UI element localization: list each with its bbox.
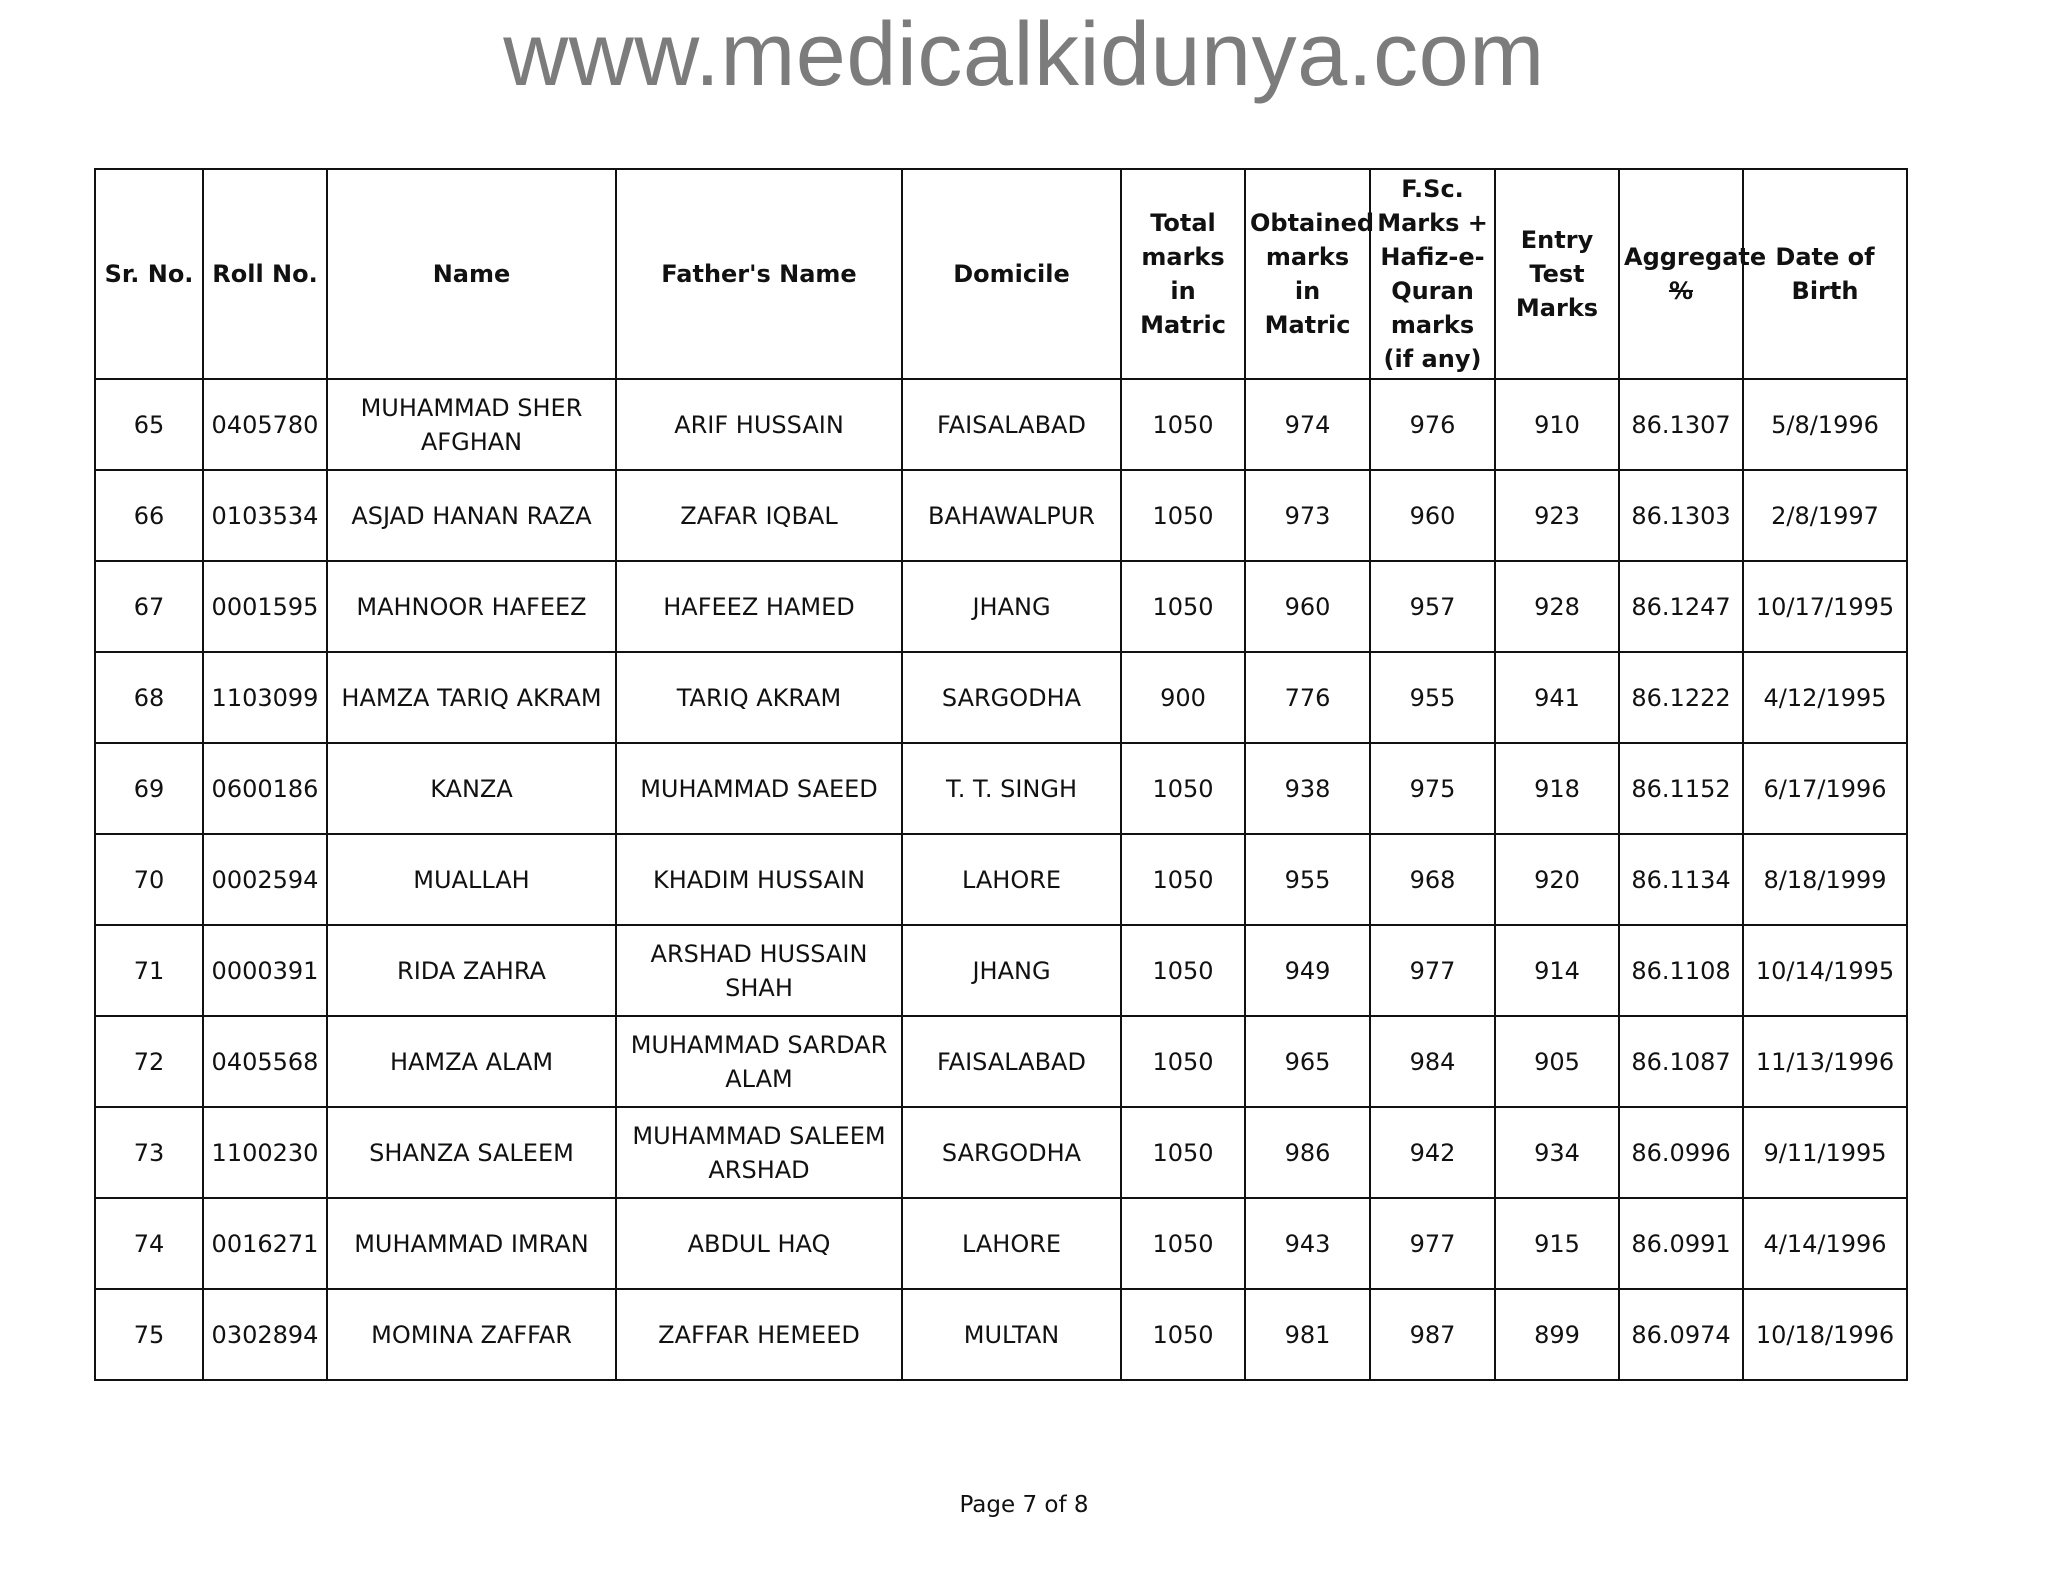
cell-date-of-birth: 10/14/1995 <box>1743 925 1907 1016</box>
header-roll-no: Roll No. <box>203 169 327 379</box>
cell-sr-no: 65 <box>95 379 203 470</box>
cell-date-of-birth: 4/14/1996 <box>1743 1198 1907 1289</box>
site-watermark: www.medicalkidunya.com <box>503 5 1545 105</box>
cell-obtained-marks-matric: 981 <box>1245 1289 1370 1380</box>
cell-domicile: LAHORE <box>902 1198 1121 1289</box>
cell-roll-no: 0600186 <box>203 743 327 834</box>
cell-obtained-marks-matric: 960 <box>1245 561 1370 652</box>
cell-sr-no: 69 <box>95 743 203 834</box>
cell-fathers-name: ABDUL HAQ <box>616 1198 902 1289</box>
cell-roll-no: 0002594 <box>203 834 327 925</box>
cell-aggregate: 86.1134 <box>1619 834 1743 925</box>
table-row <box>95 743 1907 834</box>
cell-fsc-marks: 977 <box>1370 1198 1495 1289</box>
cell-fathers-name: ARIF HUSSAIN <box>616 379 902 470</box>
header-fsc-marks: F.Sc. Marks + Hafiz-e-Quran marks (if any) <box>1370 169 1495 379</box>
table-row <box>95 652 1907 743</box>
cell-total-marks-matric: 1050 <box>1121 925 1245 1016</box>
page-number: Page 7 of 8 <box>959 1492 1089 1518</box>
cell-obtained-marks-matric: 943 <box>1245 1198 1370 1289</box>
cell-fsc-marks: 968 <box>1370 834 1495 925</box>
cell-obtained-marks-matric: 938 <box>1245 743 1370 834</box>
cell-total-marks-matric: 1050 <box>1121 1016 1245 1107</box>
cell-name: MOMINA ZAFFAR <box>327 1289 616 1380</box>
cell-fathers-name: KHADIM HUSSAIN <box>616 834 902 925</box>
table-row <box>95 561 1907 652</box>
cell-roll-no: 0000391 <box>203 925 327 1016</box>
cell-date-of-birth: 4/12/1995 <box>1743 652 1907 743</box>
header-total-marks-matric: Total marks in Matric <box>1121 169 1245 379</box>
cell-date-of-birth: 9/11/1995 <box>1743 1107 1907 1198</box>
table-row <box>95 925 1907 1016</box>
cell-entry-test-marks: 928 <box>1495 561 1619 652</box>
cell-fsc-marks: 942 <box>1370 1107 1495 1198</box>
cell-fsc-marks: 977 <box>1370 925 1495 1016</box>
cell-sr-no: 66 <box>95 470 203 561</box>
cell-fathers-name: ZAFFAR HEMEED <box>616 1289 902 1380</box>
cell-sr-no: 72 <box>95 1016 203 1107</box>
cell-name: RIDA ZAHRA <box>327 925 616 1016</box>
cell-sr-no: 68 <box>95 652 203 743</box>
cell-name: HAMZA ALAM <box>327 1016 616 1107</box>
cell-sr-no: 75 <box>95 1289 203 1380</box>
cell-date-of-birth: 10/17/1995 <box>1743 561 1907 652</box>
cell-domicile: MULTAN <box>902 1289 1121 1380</box>
header-aggregate-percent-symbol: % <box>1668 277 1694 305</box>
cell-name: KANZA <box>327 743 616 834</box>
table-row <box>95 1198 1907 1289</box>
cell-roll-no: 0405568 <box>203 1016 327 1107</box>
cell-date-of-birth: 6/17/1996 <box>1743 743 1907 834</box>
cell-entry-test-marks: 910 <box>1495 379 1619 470</box>
table-header-row <box>95 169 1907 379</box>
cell-domicile: JHANG <box>902 561 1121 652</box>
cell-date-of-birth: 10/18/1996 <box>1743 1289 1907 1380</box>
cell-total-marks-matric: 1050 <box>1121 1107 1245 1198</box>
header-obtained-marks-matric: Obtained marks in Matric <box>1245 169 1370 379</box>
header-date-of-birth: Date of Birth <box>1743 169 1907 379</box>
header-entry-test-marks: Entry Test Marks <box>1495 169 1619 379</box>
cell-domicile: BAHAWALPUR <box>902 470 1121 561</box>
cell-total-marks-matric: 1050 <box>1121 379 1245 470</box>
cell-roll-no: 0001595 <box>203 561 327 652</box>
cell-date-of-birth: 5/8/1996 <box>1743 379 1907 470</box>
cell-total-marks-matric: 1050 <box>1121 561 1245 652</box>
cell-sr-no: 70 <box>95 834 203 925</box>
cell-entry-test-marks: 905 <box>1495 1016 1619 1107</box>
header-name: Name <box>327 169 616 379</box>
cell-name: ASJAD HANAN RAZA <box>327 470 616 561</box>
cell-fathers-name: MUHAMMAD SAEED <box>616 743 902 834</box>
cell-domicile: SARGODHA <box>902 1107 1121 1198</box>
cell-entry-test-marks: 915 <box>1495 1198 1619 1289</box>
table-row <box>95 1016 1907 1107</box>
cell-domicile: SARGODHA <box>902 652 1121 743</box>
cell-total-marks-matric: 1050 <box>1121 834 1245 925</box>
cell-total-marks-matric: 1050 <box>1121 1289 1245 1380</box>
table-row <box>95 379 1907 470</box>
cell-fsc-marks: 976 <box>1370 379 1495 470</box>
cell-fsc-marks: 955 <box>1370 652 1495 743</box>
cell-obtained-marks-matric: 965 <box>1245 1016 1370 1107</box>
cell-fsc-marks: 957 <box>1370 561 1495 652</box>
cell-fsc-marks: 984 <box>1370 1016 1495 1107</box>
table-row <box>95 1289 1907 1380</box>
table-row <box>95 1107 1907 1198</box>
cell-aggregate: 86.0991 <box>1619 1198 1743 1289</box>
cell-fathers-name: ARSHAD HUSSAIN SHAH <box>616 925 902 1016</box>
cell-roll-no: 0016271 <box>203 1198 327 1289</box>
merit-list-table <box>94 168 1908 1381</box>
header-fathers-name: Father's Name <box>616 169 902 379</box>
cell-total-marks-matric: 1050 <box>1121 1198 1245 1289</box>
cell-aggregate: 86.1303 <box>1619 470 1743 561</box>
cell-fsc-marks: 987 <box>1370 1289 1495 1380</box>
cell-total-marks-matric: 1050 <box>1121 470 1245 561</box>
cell-fathers-name: ZAFAR IQBAL <box>616 470 902 561</box>
table-body <box>95 379 1907 1380</box>
cell-roll-no: 0302894 <box>203 1289 327 1380</box>
cell-sr-no: 67 <box>95 561 203 652</box>
cell-date-of-birth: 11/13/1996 <box>1743 1016 1907 1107</box>
table-row <box>95 834 1907 925</box>
cell-roll-no: 1100230 <box>203 1107 327 1198</box>
header-sr-no: Sr. No. <box>95 169 203 379</box>
cell-roll-no: 0103534 <box>203 470 327 561</box>
cell-aggregate: 86.0974 <box>1619 1289 1743 1380</box>
cell-name: MAHNOOR HAFEEZ <box>327 561 616 652</box>
cell-fathers-name: HAFEEZ HAMED <box>616 561 902 652</box>
cell-entry-test-marks: 899 <box>1495 1289 1619 1380</box>
cell-fsc-marks: 960 <box>1370 470 1495 561</box>
cell-domicile: FAISALABAD <box>902 1016 1121 1107</box>
cell-entry-test-marks: 920 <box>1495 834 1619 925</box>
cell-aggregate: 86.0996 <box>1619 1107 1743 1198</box>
cell-domicile: LAHORE <box>902 834 1121 925</box>
cell-aggregate: 86.1152 <box>1619 743 1743 834</box>
cell-sr-no: 74 <box>95 1198 203 1289</box>
cell-obtained-marks-matric: 776 <box>1245 652 1370 743</box>
cell-obtained-marks-matric: 949 <box>1245 925 1370 1016</box>
cell-entry-test-marks: 914 <box>1495 925 1619 1016</box>
cell-sr-no: 73 <box>95 1107 203 1198</box>
cell-aggregate: 86.1108 <box>1619 925 1743 1016</box>
cell-fathers-name: MUHAMMAD SARDAR ALAM <box>616 1016 902 1107</box>
cell-entry-test-marks: 918 <box>1495 743 1619 834</box>
cell-fathers-name: TARIQ AKRAM <box>616 652 902 743</box>
cell-name: SHANZA SALEEM <box>327 1107 616 1198</box>
cell-fsc-marks: 975 <box>1370 743 1495 834</box>
cell-obtained-marks-matric: 974 <box>1245 379 1370 470</box>
cell-name: MUHAMMAD IMRAN <box>327 1198 616 1289</box>
cell-name: MUALLAH <box>327 834 616 925</box>
cell-total-marks-matric: 1050 <box>1121 743 1245 834</box>
cell-domicile: FAISALABAD <box>902 379 1121 470</box>
cell-obtained-marks-matric: 973 <box>1245 470 1370 561</box>
cell-domicile: JHANG <box>902 925 1121 1016</box>
cell-total-marks-matric: 900 <box>1121 652 1245 743</box>
cell-entry-test-marks: 941 <box>1495 652 1619 743</box>
cell-fathers-name: MUHAMMAD SALEEM ARSHAD <box>616 1107 902 1198</box>
cell-domicile: T. T. SINGH <box>902 743 1121 834</box>
cell-aggregate: 86.1222 <box>1619 652 1743 743</box>
cell-obtained-marks-matric: 986 <box>1245 1107 1370 1198</box>
cell-date-of-birth: 8/18/1999 <box>1743 834 1907 925</box>
cell-roll-no: 1103099 <box>203 652 327 743</box>
header-aggregate-label: Aggregate <box>1624 243 1767 271</box>
cell-date-of-birth: 2/8/1997 <box>1743 470 1907 561</box>
table-row <box>95 470 1907 561</box>
cell-aggregate: 86.1087 <box>1619 1016 1743 1107</box>
cell-aggregate: 86.1307 <box>1619 379 1743 470</box>
cell-aggregate: 86.1247 <box>1619 561 1743 652</box>
cell-obtained-marks-matric: 955 <box>1245 834 1370 925</box>
header-domicile: Domicile <box>902 169 1121 379</box>
cell-sr-no: 71 <box>95 925 203 1016</box>
cell-entry-test-marks: 923 <box>1495 470 1619 561</box>
cell-name: HAMZA TARIQ AKRAM <box>327 652 616 743</box>
cell-roll-no: 0405780 <box>203 379 327 470</box>
header-aggregate <box>1619 169 1767 379</box>
cell-name: MUHAMMAD SHER AFGHAN <box>327 379 616 470</box>
cell-entry-test-marks: 934 <box>1495 1107 1619 1198</box>
